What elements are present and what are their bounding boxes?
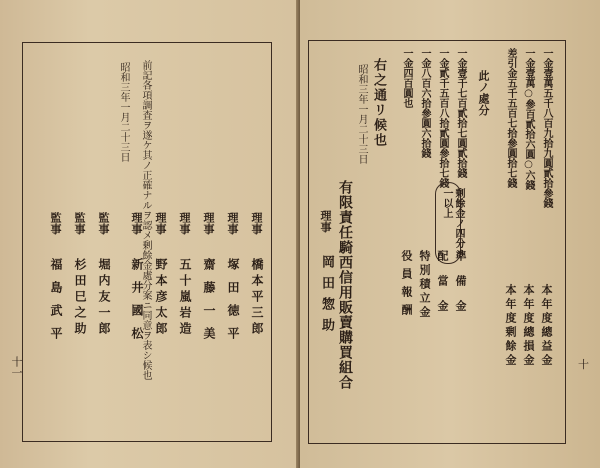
organization-name: 有限責任騎西信用販賣購買組合 xyxy=(337,180,353,390)
signer-title: 理事 xyxy=(319,210,332,233)
disposition-amount: 一金壹千七百貳拾七圓貳拾錢 xyxy=(455,48,466,178)
officer-name: 堀内友一郎 xyxy=(97,258,111,338)
disposition-heading: 此ノ處分 xyxy=(477,70,490,116)
officer-title: 理事 xyxy=(130,212,143,235)
officer-name: 杉田巳之助 xyxy=(73,258,87,338)
disposition-label: 準備金 xyxy=(454,250,467,325)
officer-name: 塚田徳平 xyxy=(226,258,240,350)
item-label: 本年度總損金 xyxy=(522,284,535,368)
officer-title: 監事 xyxy=(73,212,86,235)
audit-note: 前記各項調査ヲ遂ケ其ノ正確ナルヲ認メ剰餘金處分案ニ同意ヲ表シ候也 xyxy=(140,60,151,380)
officer-title: 監事 xyxy=(97,212,110,235)
item-amount: 一金壹萬○參百貳拾六圓○六錢 xyxy=(523,48,534,190)
officer-name: 新井國松 xyxy=(130,258,144,350)
left-date: 昭和三年一月二十三日 xyxy=(118,62,129,162)
officer-name: 福島武平 xyxy=(49,258,63,350)
closing-text: 右之通リ候也 xyxy=(371,58,386,148)
signer-name: 岡田惣助 xyxy=(319,255,334,339)
page-number-left: 十一 xyxy=(10,356,23,378)
disposition-label: 配當金 xyxy=(436,250,449,325)
item-label: 本年度總益金 xyxy=(540,284,553,368)
disposition-amount: 一金四百圓也 xyxy=(401,48,412,108)
page-number-right: 十 xyxy=(578,358,589,371)
item-amount: 差引金五千五百七拾參圓拾七錢 xyxy=(505,48,516,188)
disposition-label: 役員報酬 xyxy=(400,250,413,322)
officer-title: 理事 xyxy=(178,212,191,235)
disposition-label: 特別積立金 xyxy=(418,250,431,320)
officer-name: 野本彦太郎 xyxy=(154,258,168,338)
officer-title: 理事 xyxy=(154,212,167,235)
disposition-amount: 一金八百六拾參圓六拾錢 xyxy=(419,48,430,158)
right-page xyxy=(300,0,600,468)
officer-name: 橋本平三郎 xyxy=(250,258,264,338)
item-label: 本年度剰餘金 xyxy=(504,284,517,368)
paren-note: 剰餘金ノ四分ノ一以上 xyxy=(441,188,464,258)
officer-title: 理事 xyxy=(202,212,215,235)
item-amount: 一金壹萬五千八百九拾九圓貳拾參錢 xyxy=(541,48,552,208)
officer-title: 理事 xyxy=(226,212,239,235)
officer-title: 監事 xyxy=(49,212,62,235)
officer-name: 齋藤一美 xyxy=(202,258,216,350)
officer-name: 五十嵐岩造 xyxy=(178,258,192,338)
officer-title: 理事 xyxy=(250,212,263,235)
disposition-amount: 一金貳千五百八拾貳圓參拾七錢 xyxy=(437,48,448,188)
right-date: 昭和三年一月二十三日 xyxy=(356,64,367,164)
